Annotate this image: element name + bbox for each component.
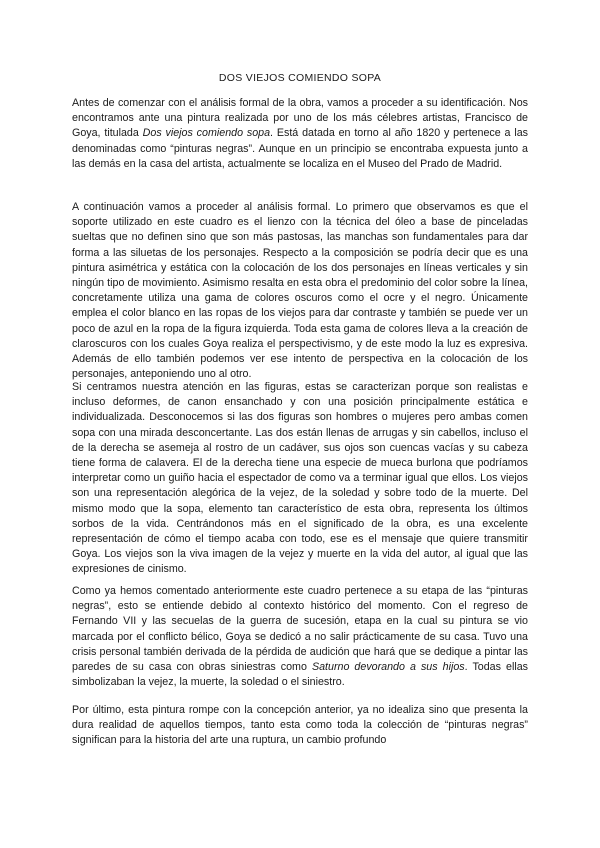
paragraph-text: Antes de comenzar con el análisis formal de la obra, vamos a proceder a su identificación. Nos encontramos ante una pintura realizada por uno de los más célebres artistas, Francisco de Goya, titulada xyxy=(72,97,528,140)
paragraph-text: Como ya hemos comentado anteriormente este cuadro pertenece a su etapa de las “pinturas negras”, esto se entiende debido al contexto histórico del momento. Con el regreso de Fernando VII y las secuelas de la guerra de sucesión, etapa en la cual su pintura se vio marcada por el conflicto bélico, Goya se dedicó a no salir prácticamente de su casa. Tuvo una crisis personal también derivada de la pérdida de audición que hará que se dedique a pintar las paredes de su casa con obras siniestras como xyxy=(72,585,528,674)
paragraph-conclusion: Por último, esta pintura rompe con la concepción anterior, ya no idealiza sino que presenta la dura realidad de aquellos tiempos, tanto esta como toda la colección de “pinturas negras” significan para la historia del arte una ruptura, un cambio profundo xyxy=(72,704,528,747)
paragraph-identification xyxy=(72,96,528,172)
paragraph-context xyxy=(72,584,528,690)
paragraph-formal-analysis: A continuación vamos a proceder al análisis formal. Lo primero que observamos es que el soporte utilizado en este cuadro es el lienzo con la técnica del óleo a base de pinceladas sueltas que no definen sino que son más pastosas, las manchas son fundamentales para dar forma a las siluetas de los personajes. Respecto a la composición se podría decir que es una pintura asimétrica y estática con la colocación de los dos personajes en líneas verticales y sin ningún tipo de movimiento. Asimismo resalta en esta obra el predominio del color sobre la línea, concretamente utiliza una gama de colores oscuros como el ocre y el negro. Únicamente emplea el color blanco en las ropas de los viejos para dar contraste y también se puede ver un poco de azul en la ropa de la figura izquierda. Toda esta gama de colores lleva a la creación de claroscuros con los cuales Goya realiza el perspectivismo, y de este modo la luz es expresiva. Además de ello también podemos ver ese intento de perspectiva en la colocación de los personajes, anteponiendo uno al otro. xyxy=(72,201,528,381)
paragraph-text: . Todas ellas simbolizaban la vejez, la muerte, la soledad o el siniestro. xyxy=(72,661,528,689)
artwork-title: Saturno devorando a sus hijos xyxy=(311,661,465,674)
paragraph-text: . Está datada en torno al año 1820 y pertenece a las denominadas como “pinturas negras”. Aunque en un principio se encontraba expuesta junto a las demás en la casa del artista, actualmente se localiza en el Museo del Prado de Madrid. xyxy=(72,127,528,170)
artwork-title: Dos viejos comiendo sopa xyxy=(142,127,271,140)
paragraph-figures: Si centramos nuestra atención en las figuras, estas se caracterizan porque son realistas e incluso deformes, de canon ensanchado y con una posición principalmente estática e individualizada. Desconocemos si las dos figuras son hombres o mujeres pero ambas comen sopa con una mirada desconcertante. Las dos están llenas de arrugas y sin cabellos, incluso el de la derecha se asemeja al rostro de un cadáver, sus ojos son cuencas vacías y su cabeza tiene forma de calavera. El de la derecha tiene una especie de mueca burlona que podríamos interpretar como un guiño hacia el espectador de como va a terminar igual que ellos. Los viejos son una representación alegórica de la vejez, de la soledad y sobre todo de la muerte. Del mismo modo que la sopa, elemento tan característico de esta obra, representa los últimos sorbos de la vida. Centrándonos más en el significado de la obra, es una excelente representación de cómo el tiempo acaba con todo, ese es el mensaje que quiere transmitir Goya. Los viejos son la viva imagen de la vejez y muerte en la vida del autor, al igual que las expresiones de cinismo. xyxy=(72,381,528,576)
document-title: DOS VIEJOS COMIENDO SOPA xyxy=(218,72,382,84)
